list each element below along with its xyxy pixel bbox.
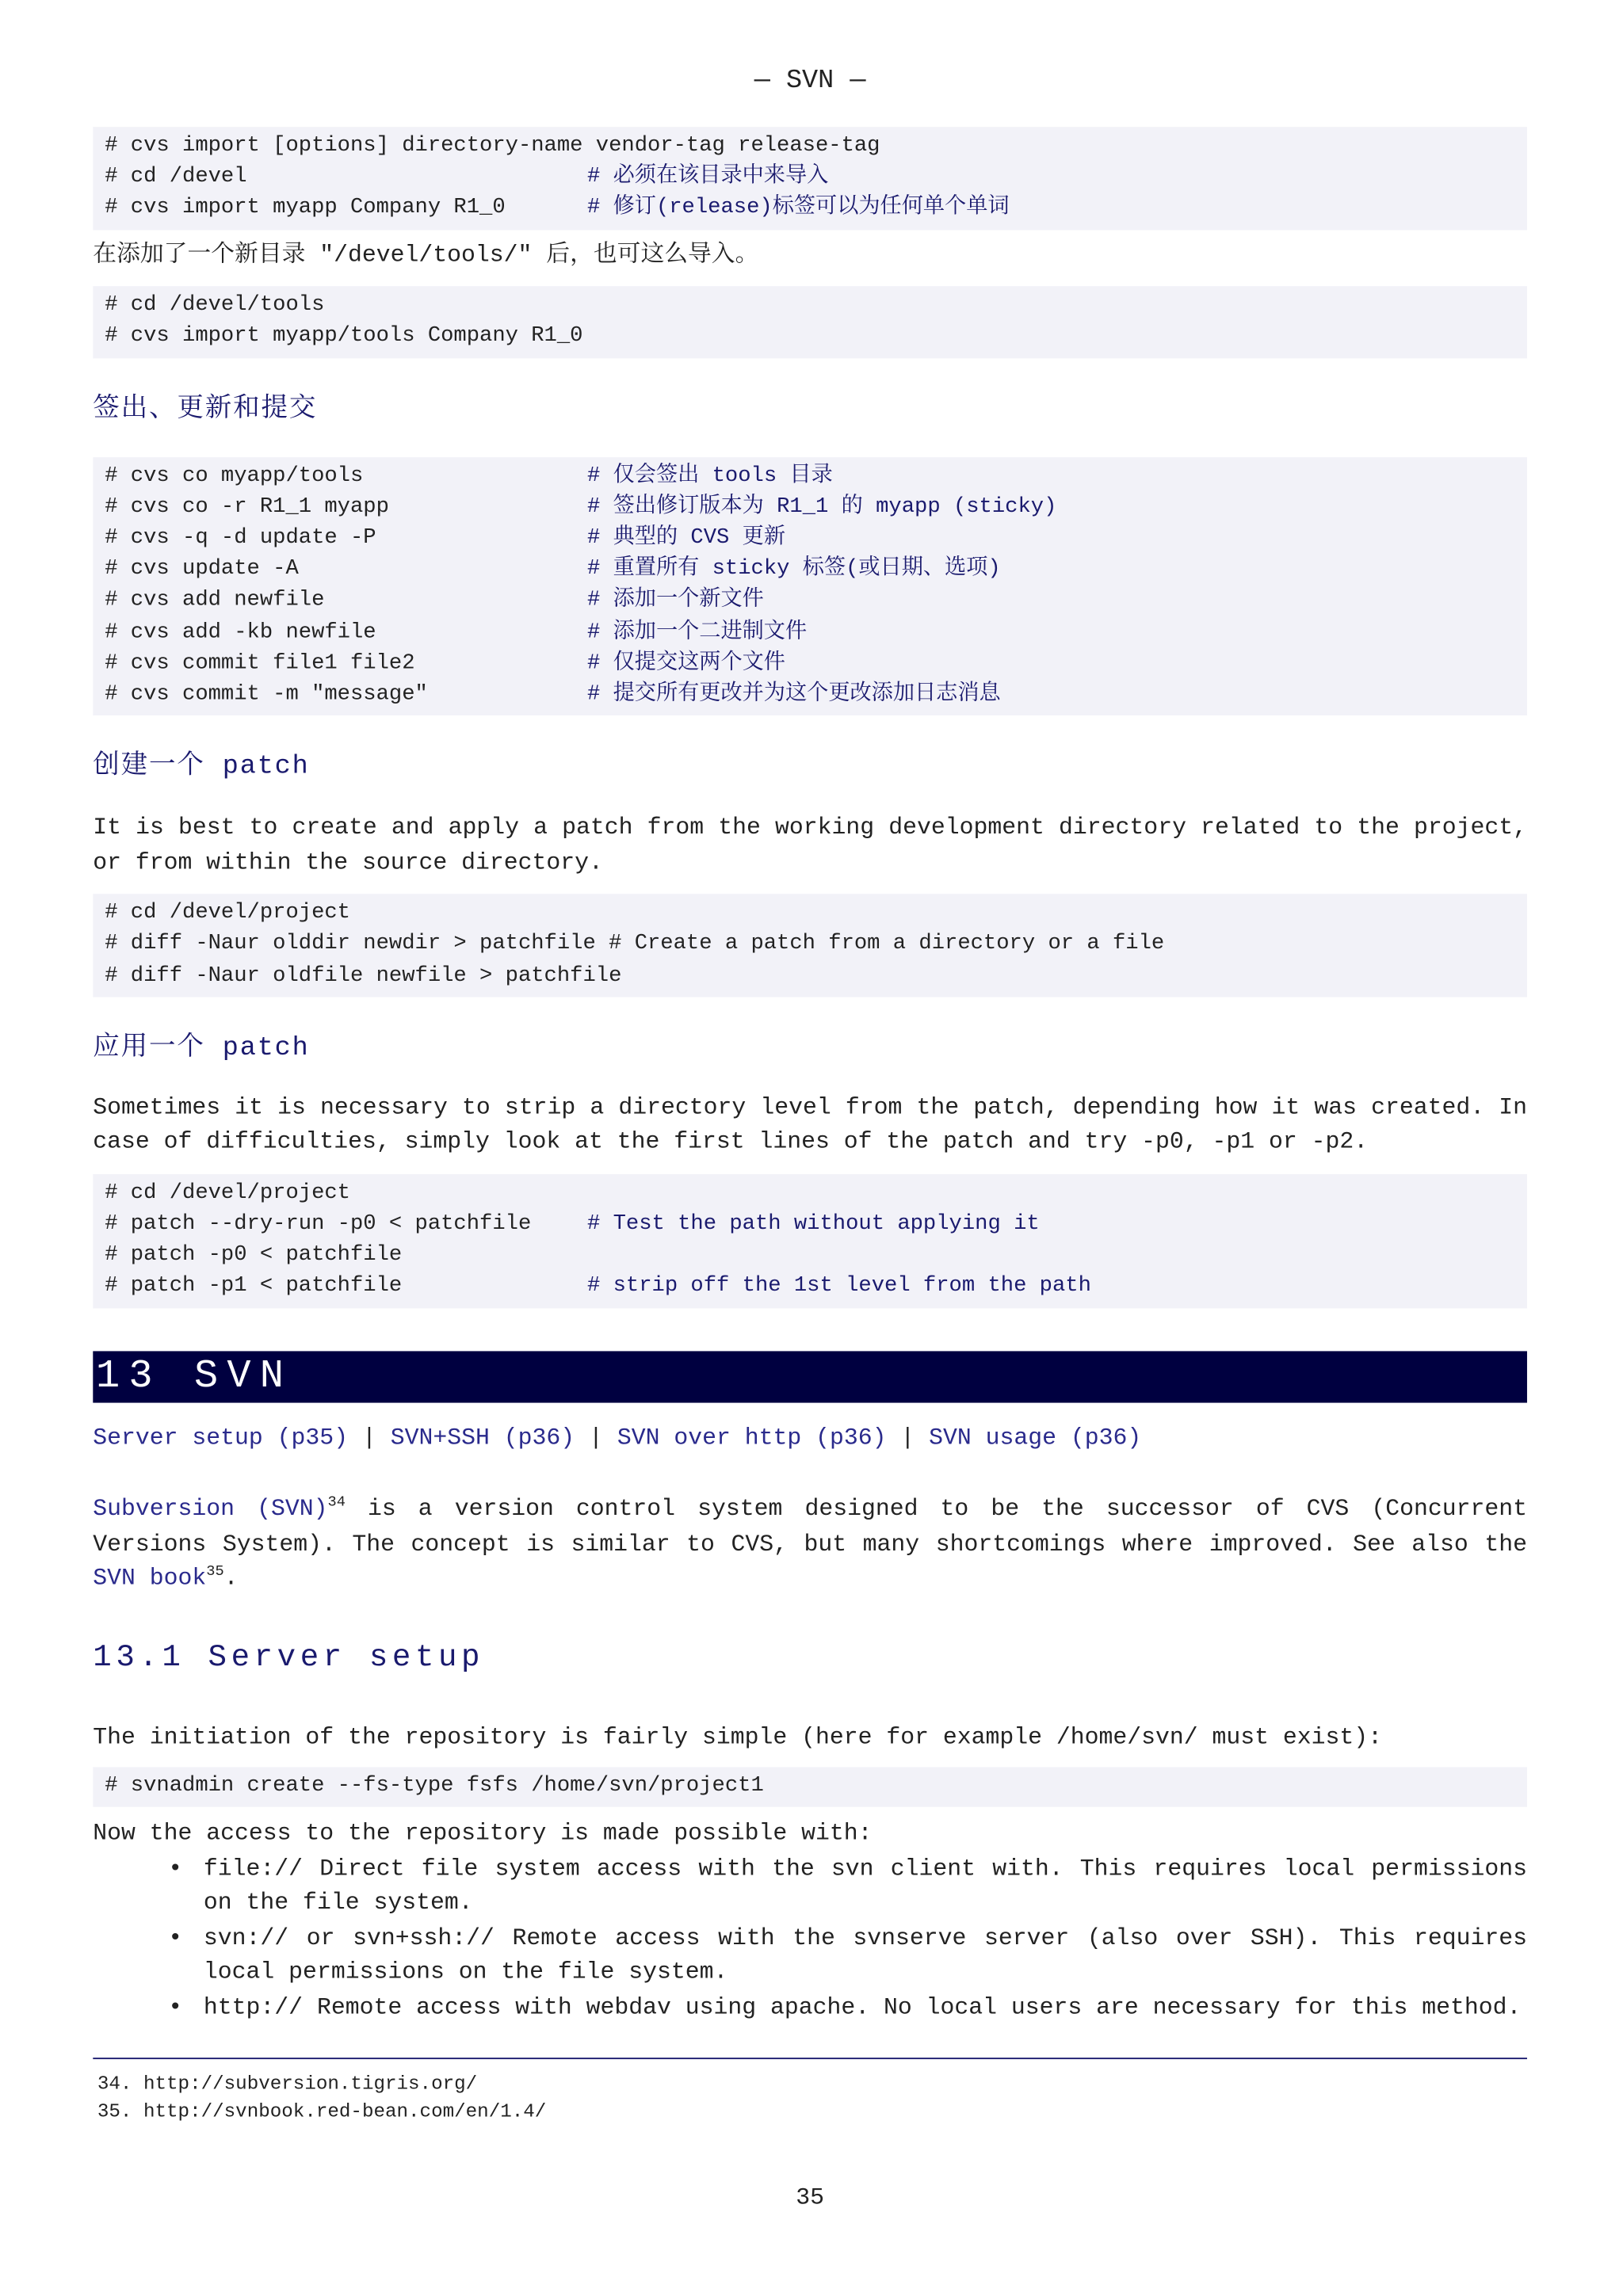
code-command: # cvs update -A — [105, 557, 299, 582]
link-svn-ssh[interactable]: SVN+SSH (p36) — [390, 1424, 575, 1451]
code-comment: # 修订(release)标签可以为任何单个单词 — [586, 196, 1010, 221]
code-comment: # 添加一个二进制文件 — [586, 620, 808, 644]
running-header: — SVN — — [754, 66, 866, 97]
code-command: # cvs -q -d update -P — [105, 526, 376, 551]
code-command: # cd /devel — [105, 165, 247, 189]
code-line — [105, 930, 1515, 961]
paragraph: Sometimes it is necessary to strip a directory level from the patch, depending how it was created. In case of difficulties, simply look at the first lines of the patch and try -p0, -p1 or -p2. — [93, 1093, 1527, 1156]
code-line — [105, 961, 1515, 992]
code-block — [93, 127, 1527, 230]
code-command: # patch -p0 < patchfile — [105, 1243, 403, 1268]
separator: | — [361, 1424, 376, 1451]
heading-apply-patch: 应用一个 patch — [93, 1033, 310, 1063]
page-content — [93, 63, 1527, 2214]
footnote-35[interactable]: 35. http://svnbook.red-bean.com/en/1.4/ — [97, 2100, 547, 2123]
footnote-rule — [93, 2058, 1527, 2060]
code-comment: # 仅提交这两个文件 — [586, 651, 786, 676]
code-block — [93, 1768, 1527, 1808]
code-command: # cvs import [options] directory-name vendor-tag release-tag — [105, 134, 880, 158]
separator: | — [900, 1424, 915, 1451]
code-command: # svnadmin create --fs-type fsfs /home/svn/project1 — [105, 1774, 764, 1798]
code-command: # cvs import myapp Company R1_0 — [105, 196, 506, 221]
section-nav — [93, 1421, 1527, 1456]
code-line — [105, 1210, 1515, 1241]
code-line — [105, 680, 1515, 711]
code-comment: # 仅会签出 tools 目录 — [586, 463, 833, 488]
page-number: 35 — [796, 2184, 824, 2212]
heading-create-patch: 创建一个 patch — [93, 752, 310, 783]
code-command: # cvs add newfile — [105, 589, 325, 613]
code-command: # cvs commit -m ″message″ — [105, 682, 428, 707]
heading-checkout: 签出、更新和提交 — [93, 395, 318, 425]
list-item: • http:// Remote access with webdav using apache. No local users are necessary for this method. — [204, 1991, 1527, 2026]
code-line — [105, 132, 1515, 162]
intro-paragraph — [93, 1493, 1527, 1596]
code-command: # cvs commit file1 file2 — [105, 651, 415, 676]
paragraph: The initiation of the repository is fairly simple (here for example /home/svn/ must exist): — [93, 1723, 1383, 1751]
footnote-34[interactable]: 34. http://subversion.tigris.org/ — [97, 2073, 478, 2096]
code-command: # diff -Naur oldfile newfile > patchfile — [105, 963, 622, 988]
link-svn-usage[interactable]: SVN usage (p36) — [929, 1424, 1142, 1451]
code-command: # cvs co myapp/tools — [105, 463, 364, 488]
intro-text: is a version control system designed to be the successor of CVS (Concurrent Versions System). The concept is similar to CVS, but many shortcomings where improved. See also the — [93, 1495, 1527, 1558]
code-line — [105, 1178, 1515, 1209]
code-block — [93, 286, 1527, 357]
code-block — [93, 456, 1527, 715]
list-item: • file:// Direct file system access with the svn client with. This requires local permissions on the file system. — [204, 1852, 1527, 1922]
code-comment: # 签出修订版本为 R1_1 的 myapp (sticky) — [586, 495, 1057, 519]
code-line — [105, 194, 1515, 225]
section-title: 13 SVN — [93, 1351, 1527, 1402]
code-command: # diff -Naur olddir newdir > patchfile # Create a patch from a directory or a file — [105, 933, 1165, 957]
code-line — [105, 649, 1515, 680]
code-block — [93, 894, 1527, 997]
paragraph: 在添加了一个新目录 ″/devel/tools/″ 后，也可这么导入。 — [93, 241, 759, 269]
access-list — [93, 1852, 1527, 2026]
footnotes — [93, 2070, 1527, 2126]
footnote-ref[interactable]: 35 — [206, 1564, 224, 1581]
code-command: # cd /devel/tools — [105, 293, 325, 318]
code-command: # cd /devel/project — [105, 1180, 351, 1205]
code-line — [105, 162, 1515, 193]
code-line — [105, 291, 1515, 322]
link-svn-http[interactable]: SVN over http (p36) — [617, 1424, 887, 1451]
code-comment: # 提交所有更改并为这个更改添加日志消息 — [586, 682, 1001, 707]
intro-end: . — [223, 1565, 239, 1592]
code-line — [105, 1272, 1515, 1303]
code-line — [105, 617, 1515, 648]
code-comment: # 必须在该目录中来导入 — [586, 165, 829, 189]
code-line — [105, 524, 1515, 555]
code-comment: # 添加一个新文件 — [586, 589, 764, 613]
code-block — [93, 1174, 1527, 1308]
code-line — [105, 586, 1515, 617]
list-item: • svn:// or svn+ssh:// Remote access with the svnserve server (also over SSH). This requires local permissions on the file system. — [204, 1921, 1527, 1991]
code-command: # patch -p1 < patchfile — [105, 1275, 403, 1299]
paragraph: It is best to create and apply a patch from the working development directory related to the project, or from within the source directory. — [93, 814, 1527, 876]
code-line — [105, 1241, 1515, 1272]
code-command: # cd /devel/project — [105, 901, 351, 925]
link-server-setup[interactable]: Server setup (p35) — [93, 1424, 349, 1451]
code-command: # cvs co -r R1_1 myapp — [105, 495, 389, 519]
paragraph: Now the access to the repository is made possible with: — [93, 1820, 873, 1848]
subsection-title: 13.1 Server setup — [93, 1641, 485, 1676]
code-line — [105, 322, 1515, 353]
code-line — [105, 1772, 1515, 1802]
code-command: # patch --dry-run -p0 < patchfile — [105, 1212, 532, 1237]
code-command: # cvs import myapp/tools Company R1_0 — [105, 325, 583, 349]
footnote-ref[interactable]: 34 — [327, 1495, 346, 1512]
code-line — [105, 492, 1515, 523]
separator: | — [589, 1424, 603, 1451]
code-line — [105, 555, 1515, 585]
code-command: # cvs add -kb newfile — [105, 620, 376, 644]
code-comment: # strip off the 1st level from the path — [586, 1275, 1091, 1299]
link-subversion[interactable]: Subversion (SVN) — [93, 1495, 328, 1523]
code-comment: # 重置所有 sticky 标签(或日期、选项) — [586, 557, 1001, 582]
code-comment: # Test the path without applying it — [586, 1212, 1040, 1237]
code-line — [105, 461, 1515, 492]
code-comment: # 典型的 CVS 更新 — [586, 526, 786, 551]
code-line — [105, 898, 1515, 929]
link-svn-book[interactable]: SVN book — [93, 1565, 207, 1592]
